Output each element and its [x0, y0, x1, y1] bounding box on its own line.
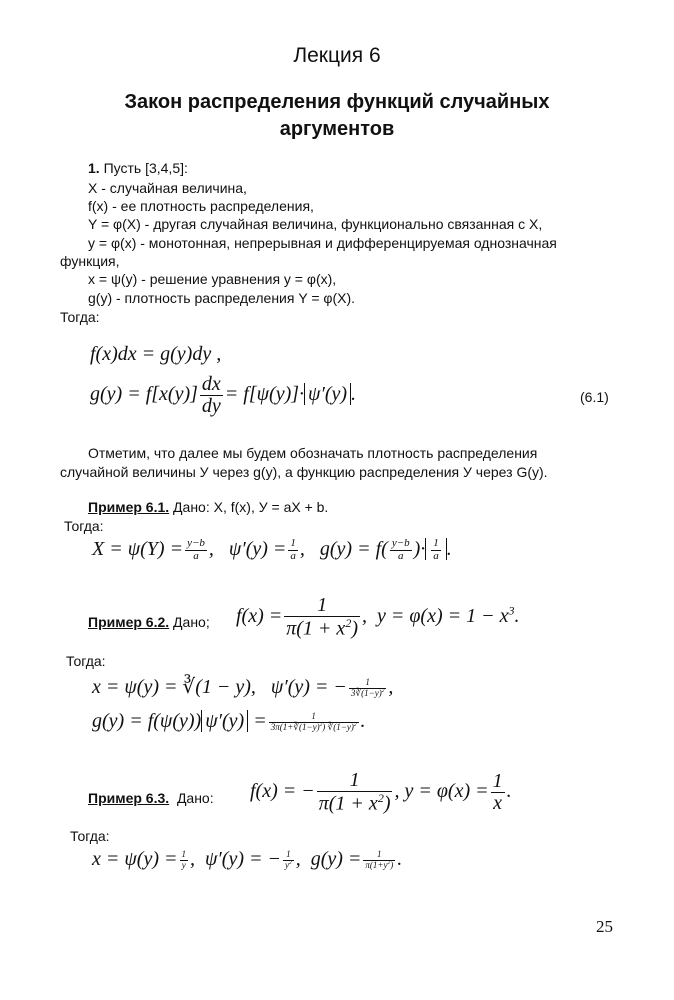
item1-lead-text: Пусть [3,4,5]:	[103, 160, 188, 176]
example3-given-formula: f(x) = − $\frac{1}{\pi(1 + x^2)}$ , y = φ(x) = $\frac{1}{x}$ .	[250, 769, 512, 815]
chapter-title-line1: Закон распределения функций случайных	[124, 91, 550, 113]
eq1-line1: f(x)dx = g(y)dy ,	[90, 343, 222, 365]
example2-formula1: x = ψ(y) = ∛(1 − y), ψ′(y) = − $\frac{1}{3∛(1-y)^2}$ ,	[92, 676, 394, 698]
example3-header	[88, 788, 214, 808]
item1-line: функция,	[60, 253, 120, 269]
example3-given: Дано:	[176, 790, 214, 806]
example1-label: Пример 6.1.	[88, 499, 170, 515]
example3-then: Тогда:	[70, 828, 110, 844]
chapter-title-line2: аргументов	[279, 118, 395, 140]
item1-line: Y = φ(X) - другая случайная величина, функционально связанная с X,	[88, 216, 543, 232]
lecture-title: Лекция 6	[293, 44, 381, 67]
example1-formula: X = ψ(Y) = $\frac{y-b}{a}$ , ψ′(y) = $\frac{1}{a}$ , g(y) = f( $\frac{y-b}{a}$ )· $\frac{1}{a}$ .	[92, 537, 452, 562]
item1-lead	[88, 158, 188, 178]
example3-formula: x = ψ(y) = $\frac{1}{y}$ , ψ′(y) = − $\frac{1}{y^2}$ , g(y) = $\frac{1}{\pi(1+y^2)}$ .	[92, 848, 403, 870]
example2-given: Дано;	[173, 614, 210, 630]
example3-label: Пример 6.3.	[88, 790, 170, 806]
item1-line: g(y) - плотность распределения Y = φ(X).	[88, 290, 356, 306]
item1-then: Тогда:	[60, 309, 100, 325]
note-line1: Отметим, что далее мы будем обозначать плотность распределения	[88, 445, 538, 461]
eq1-label: (6.1)	[580, 389, 609, 405]
item1-number: 1.	[88, 160, 100, 176]
item1-line: x = ψ(y) - решение уравнения y = φ(x),	[88, 271, 337, 287]
page-number: 25	[596, 917, 613, 936]
example2-header	[88, 612, 210, 632]
example2-label: Пример 6.2.	[88, 614, 170, 630]
example1-then: Тогда:	[64, 518, 104, 534]
example1-given: Дано: X, f(x), У = aX + b.	[173, 499, 329, 515]
example2-then: Тогда:	[66, 653, 106, 669]
example2-formula2: g(y) = f(ψ(y)) ψ′(y) = $\frac{1}{3\pi(1+∛(1-y)^2) ∛(1-y)^2}$ .	[92, 710, 366, 732]
item1-line: X - случайная величина,	[88, 180, 247, 196]
item1-line: f(x) - ее плотность распределения,	[88, 198, 314, 214]
example2-given-formula: f(x) = $\frac{1}{\pi(1 + x^2)}$ , $y = \varphi(x) = 1 - x^3$.	[236, 594, 520, 640]
example1-header	[88, 497, 328, 517]
item1-line: y = φ(x) - монотонная, непрерывная и дифференцируемая однозначная	[88, 235, 557, 251]
note-line2: случайной величины У через g(y), а функцию распределения У через G(y).	[60, 464, 548, 480]
eq1-line2: g(y) = f[x(y)] $\frac{dx}{dy}$ = f[ψ(y)]· ψ′(y) .	[90, 373, 357, 417]
